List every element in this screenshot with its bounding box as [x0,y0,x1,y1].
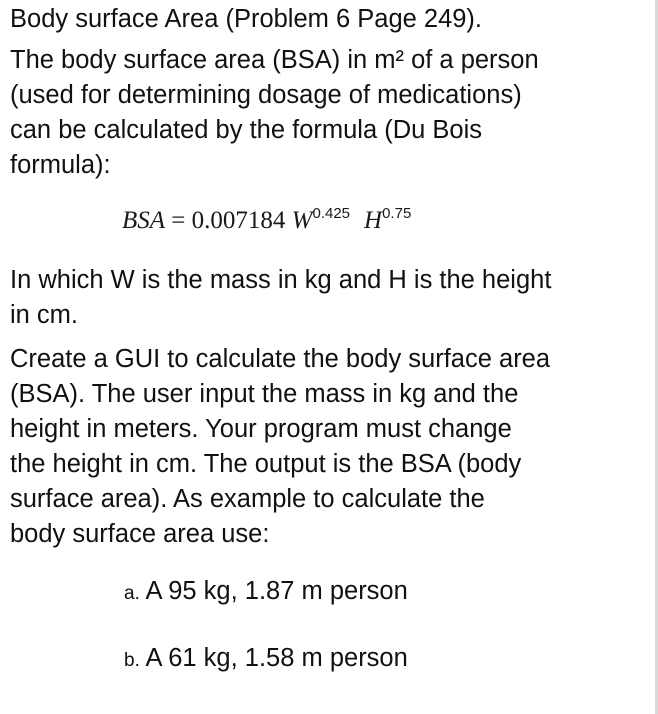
formula-coefficient: 0.007184 [191,207,286,234]
intro-line-4: formula): [10,151,111,179]
example-item-b [124,642,408,677]
task-line-2: (BSA). The user input the mass in kg and the [10,380,519,408]
intro-line-1: The body surface area (BSA) in m² of a person [10,46,539,74]
formula-lhs: BSA [122,207,166,234]
formula-w-exponent: 0.425 [312,205,351,222]
formula-w-variable: W [291,207,313,234]
intro-line-3: can be calculated by the formula (Du Bois [10,116,482,144]
example-item-a [124,575,408,610]
problem-title: Body surface Area (Problem 6 Page 249). [10,5,483,33]
formula-equals: = [171,207,186,234]
example-marker-b: b. [124,650,140,671]
task-line-4: the height in cm. The output is the BSA (body [10,450,522,478]
task-line-1: Create a GUI to calculate the body surface area [10,345,551,373]
example-marker-a: a. [124,583,140,604]
task-line-6: body surface area use: [10,520,270,548]
where-line-1: In which W is the mass in kg and H is the height [10,266,552,294]
example-text-a: A 95 kg, 1.87 m person [145,577,408,605]
task-line-5: surface area). As example to calculate the [10,485,485,513]
example-text-b: A 61 kg, 1.58 m person [145,644,408,672]
formula-h-exponent: 0.75 [382,205,412,222]
intro-line-2: (used for determining dosage of medications) [10,81,522,109]
formula-h-variable: H [364,207,383,234]
bsa-formula [122,204,411,238]
task-line-3: height in meters. Your program must change [10,415,512,443]
where-line-2: in cm. [10,301,79,329]
